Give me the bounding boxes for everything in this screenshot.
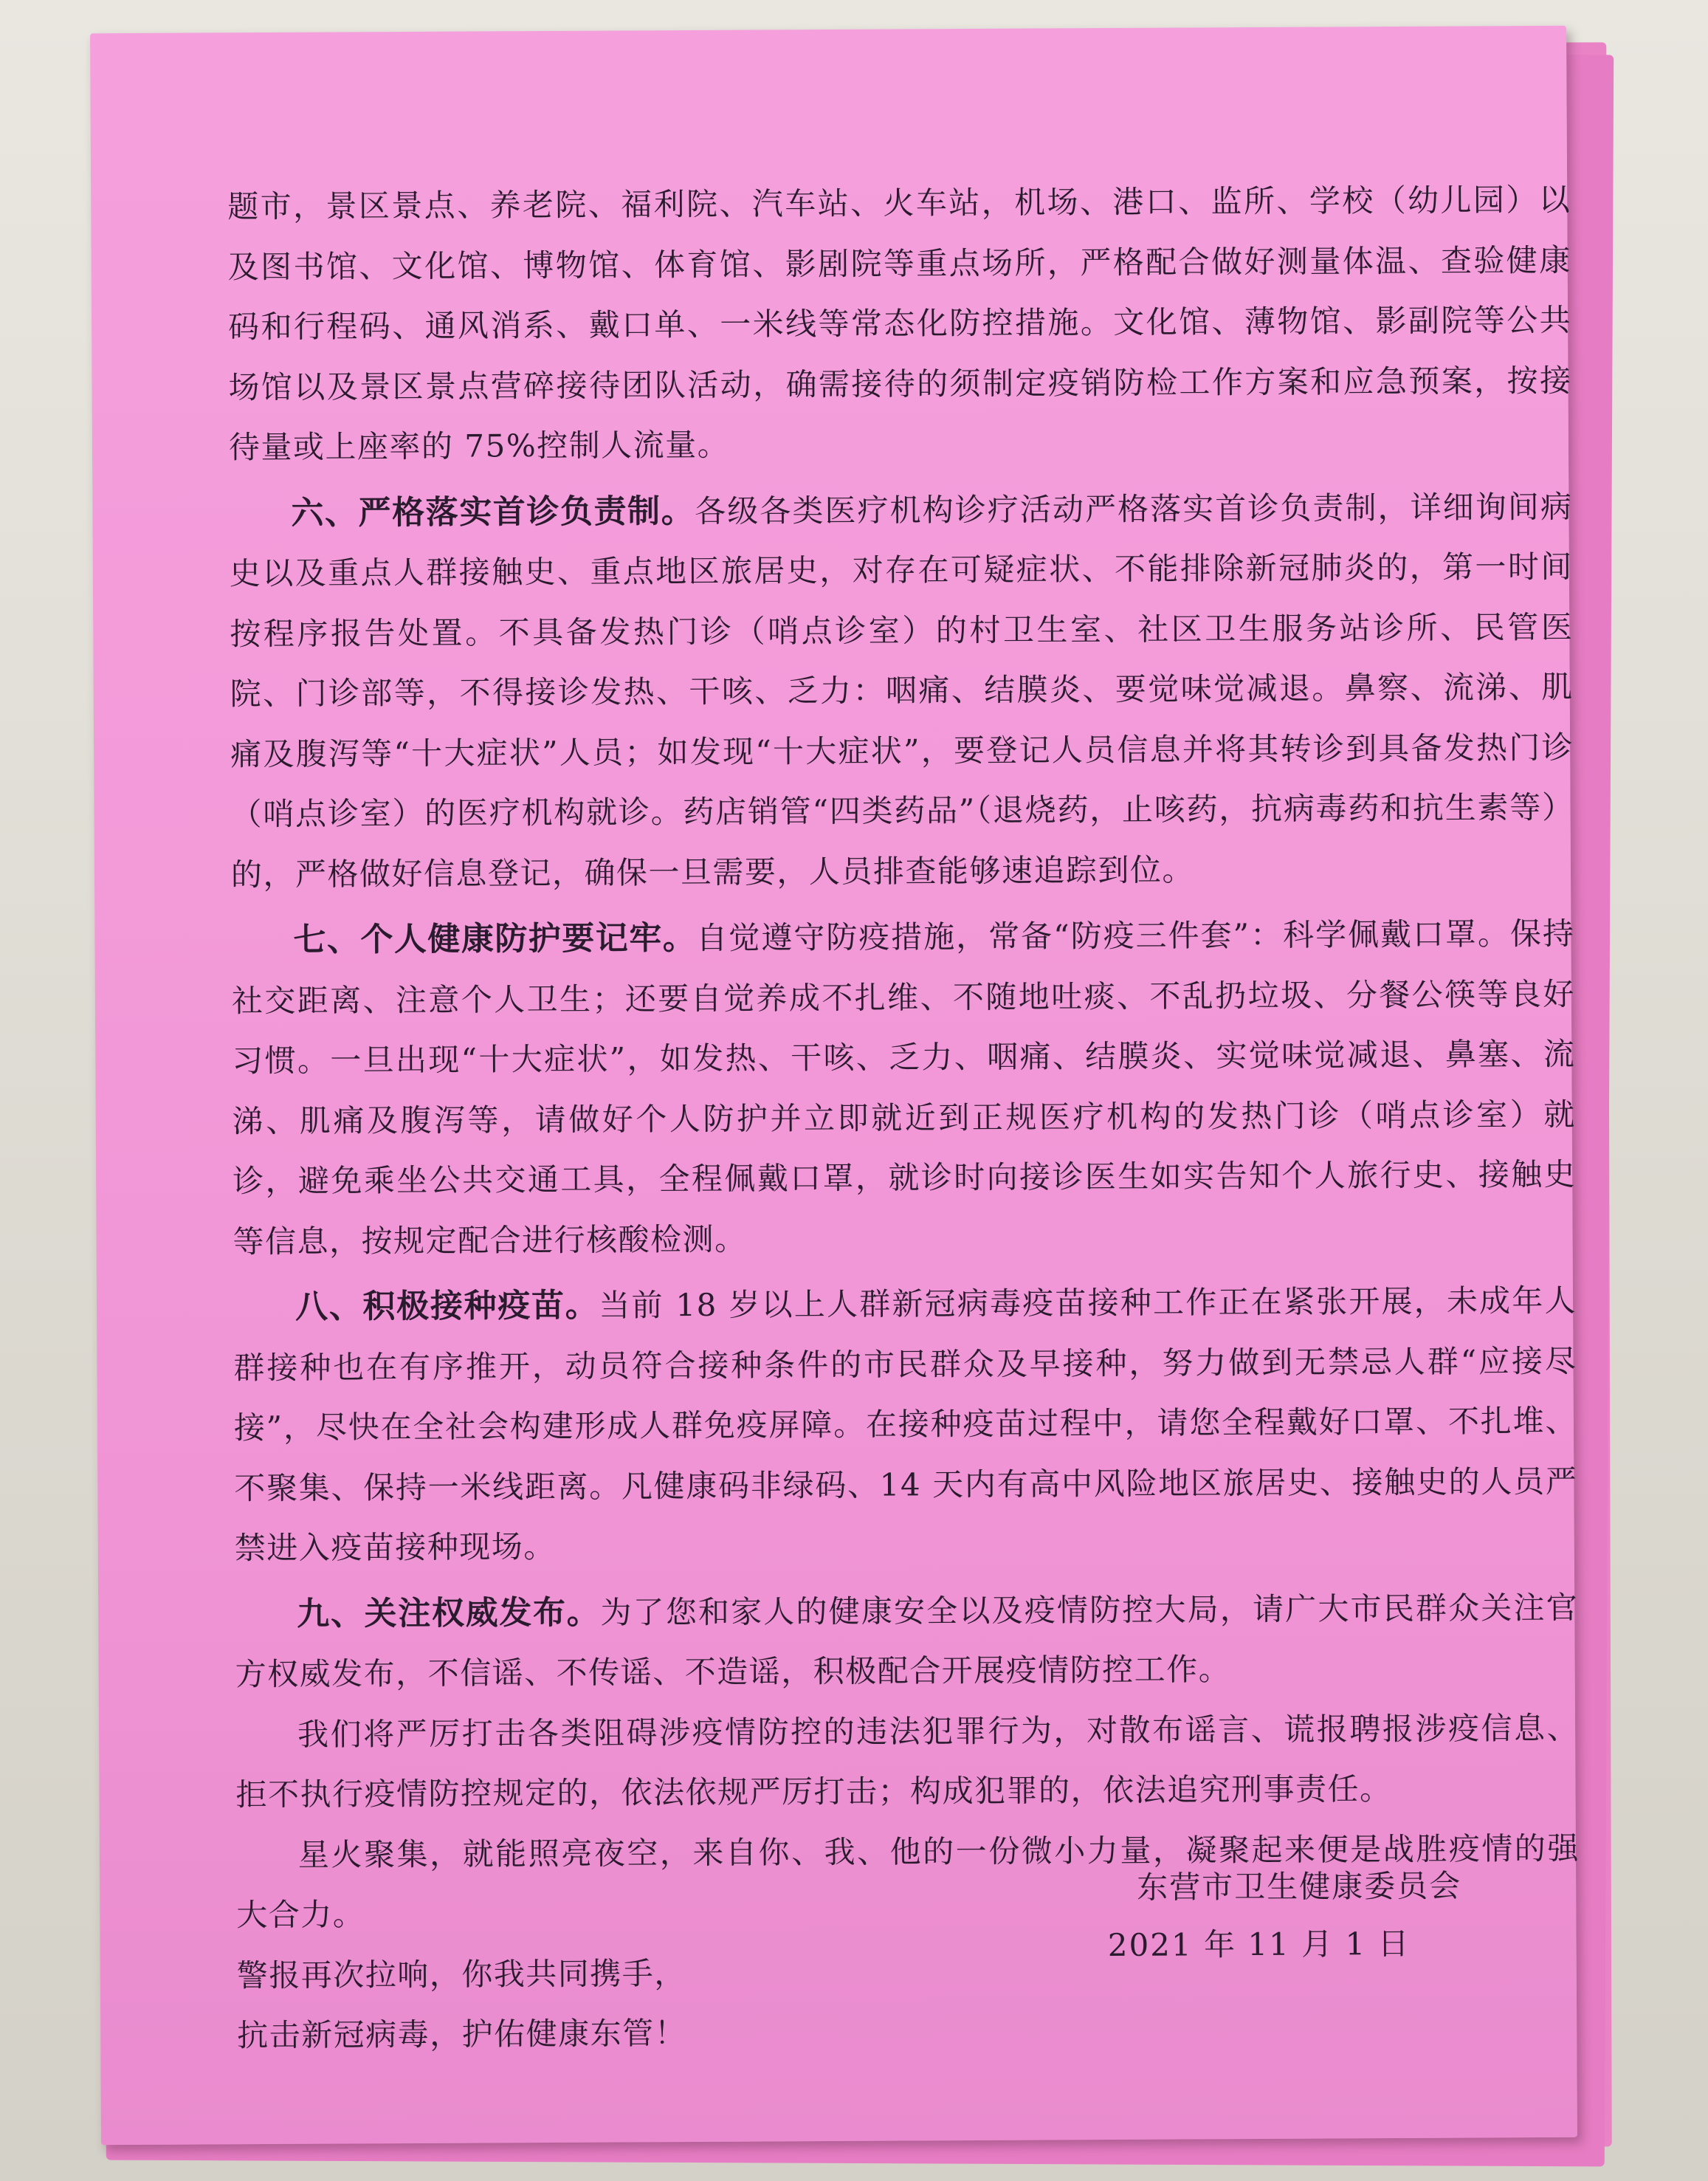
section-7 bbox=[231, 904, 1577, 1272]
slogan-line: 抗击新冠病毒，护佑健康东管！ bbox=[237, 2015, 687, 2054]
closing-paragraph: 星火聚集，就能照亮夜空，来自你、我、他的一份微小力量，凝聚起来便是战胜疫情的强大合力。 bbox=[236, 1830, 1580, 1934]
closing-paragraph: 我们将严厉打击各类阻碍涉疫情防控的违法犯罪行为，对散布谣言、谎报聘报涉疫信息、拒不执行疫情防控规定的，依法依规严厉打击；构成犯罪的，依法追究刑事责任。 bbox=[235, 1709, 1580, 1813]
section-7-heading: 七、个人健康防护要记牢。 bbox=[293, 918, 697, 959]
section-8 bbox=[233, 1271, 1578, 1579]
section-9-heading: 九、关注权威发布。 bbox=[297, 1593, 601, 1633]
section-7-body: 自觉遵守防疫措施，常备“防疫三件套”：科学佩戴口罩。保持社交距离、注意个人卫生；还要自觉养成不扎维、不随地吐痰、不乱扔垃圾、分餐公筷等良好习惯。一旦出现“十大症状”，如发热、干咳、乏力、咽痛、结膜炎、实觉味觉减退、鼻塞、流涕、肌痛及腹泻等，请做好个人防护并立即就近到正规医疗机构的发热门诊（哨点诊室）就诊，避免乘坐公共交通工具，全程佩戴口罩，就诊时向接诊医生如实告知个人旅行史、接触史等信息，按规定配合进行核酸检测。 bbox=[231, 915, 1577, 1260]
section-6-body: 各级各类医疗机构诊疗活动严格落实首诊负责制，详细询间病史以及重点人群接触史、重点地区旅居史，对存在可疑症状、不能排除新冠肺炎的，第一时间按程序报告处置。不具备发热门诊（哨点诊室）的村卫生室、社区卫生服务站诊所、民管医院、门诊部等，不得接诊发热、干咳、乏力：咽痛、结膜炎、要觉味觉减退。鼻察、流涕、肌痛及腹泻等“十大症状”人员；如发现“十大症状”，要登记人员信息并将其转诊到具备发热门诊（哨点诊室）的医疗机构就诊。药店销管“四类药品”（退烧药，止咳药，抗病毒药和抗生素等）的，严格做好信息登记，确保一旦需要，人员排查能够速追踪到位。 bbox=[229, 488, 1574, 893]
signature-date: 2021 年 11 月 1 日 bbox=[1107, 1925, 1411, 1964]
signature-organization: 东营市卫生健康委员会 bbox=[1137, 1867, 1462, 1906]
section-8-body: 当前 18 岁以上人群新冠病毒疫苗接种工作正在紧张开展，未成年人群接种也在有序推开，动员符合接种条件的市民群众及早接种，努力做到无禁忌人群“应接尽接”，尽快在全社会构建形成人群免疫屏障。在接种疫苗过程中，请您全程戴好口罩、不扎堆、不聚集、保持一米线距离。凡健康码非绿码、14 天内有高中风险地区旅居史、接触史的人员严禁进入疫苗接种现场。 bbox=[233, 1282, 1578, 1567]
notice-paper bbox=[90, 26, 1580, 2145]
intro-paragraph: 题市，景区景点、养老院、福利院、汽车站、火车站，机场、港口、监所、学校（幼儿园）以及图书馆、文化馆、博物馆、体育馆、影剧院等重点场所，严格配合做好测量体温、查验健康码和行程码、通风消系、戴口单、一米线等常态化防控措施。文化馆、薄物馆、影副院等公共场馆以及景区景点营碎接待团队活动，确需接待的须制定疫销防检工作方案和应急预案，按接待量或上座率的 75%控制人流量。 bbox=[227, 181, 1572, 466]
section-9 bbox=[235, 1577, 1579, 1705]
section-6 bbox=[229, 476, 1574, 904]
section-9-body: 为了您和家人的健康安全以及疫情防控大局，请广大市民群众关注官方权威发布，不信谣、不传谣、不造谣，积极配合开展疫情防控工作。 bbox=[235, 1589, 1579, 1693]
notice-body bbox=[227, 170, 1580, 2066]
signature-block bbox=[723, 1858, 1462, 1976]
slogan-line: 警报再次拉响，你我共同携手， bbox=[236, 1954, 686, 1993]
section-6-heading: 六、严格落实首诊负责制。 bbox=[291, 492, 695, 532]
section-8-heading: 八、积极接种疫苗。 bbox=[295, 1286, 599, 1326]
